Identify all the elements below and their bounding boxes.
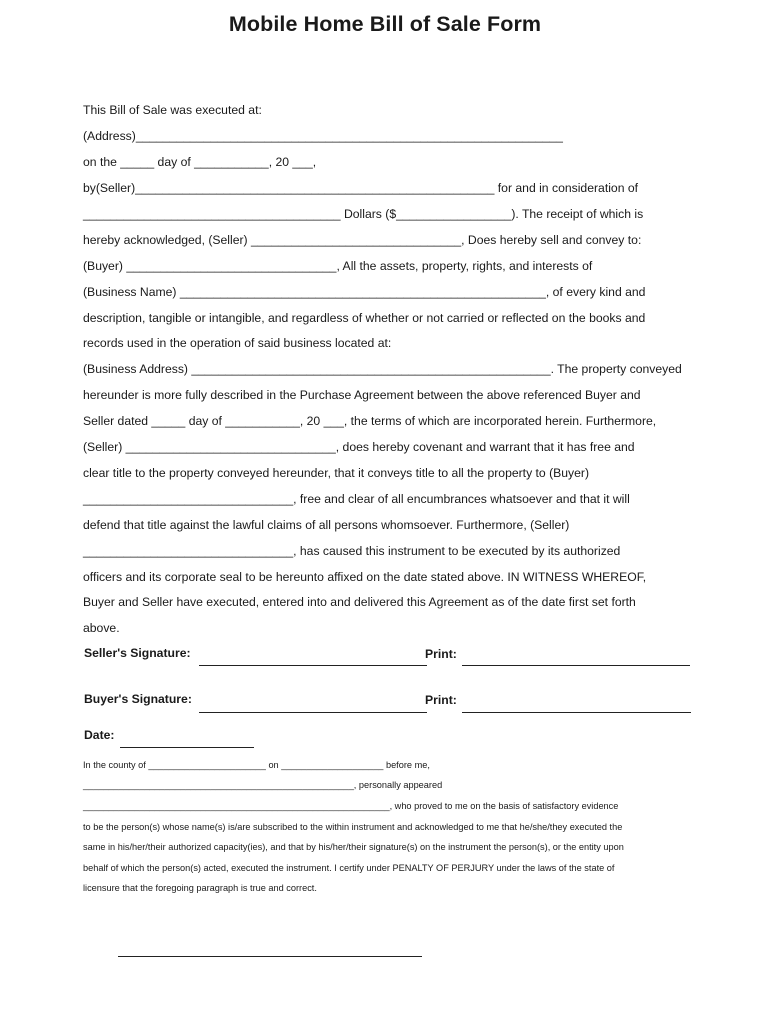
seller-print-line[interactable] (462, 665, 690, 666)
notary-appeared-line[interactable]: _____________________________________________________, personally appeared (83, 780, 443, 790)
seller-signature-line[interactable] (199, 665, 427, 666)
seller-executed-field-line[interactable]: _______________________________, has caused this instrument to be executed by its authorized (83, 544, 621, 558)
body-line: officers and its corporate seal to be hereunto affixed on the date stated above. IN WITNESS WHEREOF, (83, 570, 647, 584)
body-line: records used in the operation of said business located at: (83, 336, 392, 350)
buyer-print-line[interactable] (462, 712, 691, 713)
notary-proved-line[interactable]: ____________________________________________________________, who proved to me on the basis of satisfactory evidence (83, 801, 619, 811)
seller-name-field-line[interactable]: hereby acknowledged, (Seller) _______________________________, Does hereby sell and convey to: (83, 233, 642, 247)
body-line: defend that title against the lawful claims of all persons whomsoever. Furthermore, (Seller) (83, 518, 570, 532)
notary-text-line: same in his/her/their authorized capacity(ies), and that by his/her/their signature(s) on the instrument the person(s), or the entity upon (83, 842, 624, 852)
body-line: Buyer and Seller have executed, entered into and delivered this Agreement as of the date first set forth (83, 595, 636, 609)
notary-county-line[interactable]: In the county of _______________________ on ____________________ before me, (83, 760, 430, 770)
address-field[interactable]: (Address)_______________________________________________________________ (83, 129, 563, 143)
buyer-name-field-line[interactable]: _______________________________, free and clear of all encumbrances whatsoever and that it will (83, 492, 630, 506)
date-label: Date: (84, 728, 115, 742)
notary-text-line: to be the person(s) whose name(s) is/are subscribed to the within instrument and acknowledged to me that he/she/they executed the (83, 822, 623, 832)
body-line: description, tangible or intangible, and regardless of whether or not carried or reflected on the books and (83, 311, 646, 325)
seller-warrant-field-line[interactable]: (Seller) _______________________________, does hereby covenant and warrant that it has free and (83, 440, 635, 454)
seller-field-line[interactable]: by(Seller)_____________________________________________________ for and in consideration of (83, 181, 639, 195)
amount-field-line[interactable]: ______________________________________ Dollars ($_________________). The receipt of which is (83, 207, 644, 221)
date-field-line[interactable]: on the _____ day of ___________, 20 ___, (83, 155, 317, 169)
notary-text-line: behalf of which the person(s) acted, executed the instrument. I certify under PENALTY OF PERJURY under the laws of the state of (83, 863, 615, 873)
buyer-signature-line[interactable] (199, 712, 427, 713)
notary-signature-line[interactable] (118, 956, 422, 957)
business-name-field-line[interactable]: (Business Name) ______________________________________________________, of every kind and (83, 285, 646, 299)
body-line: clear title to the property conveyed hereunder, that it conveys title to all the property to (Buyer) (83, 466, 590, 480)
seller-print-label: Print: (425, 647, 457, 661)
buyer-signature-label: Buyer's Signature: (84, 692, 192, 706)
body-line: above. (83, 621, 120, 635)
body-line: hereunder is more fully described in the Purchase Agreement between the above referenced Buyer and (83, 388, 641, 402)
buyer-field-line[interactable]: (Buyer) _______________________________, All the assets, property, rights, and interests of (83, 259, 593, 273)
notary-text-line: licensure that the foregoing paragraph is true and correct. (83, 883, 317, 893)
document-title: Mobile Home Bill of Sale Form (228, 12, 542, 36)
date-line[interactable] (120, 747, 254, 748)
business-address-field-line[interactable]: (Business Address) _____________________________________________________. The property conveyed (83, 362, 682, 376)
body-line: This Bill of Sale was executed at: (83, 103, 262, 117)
buyer-print-label: Print: (425, 693, 457, 707)
dated-field-line[interactable]: Seller dated _____ day of ___________, 20 ___, the terms of which are incorporated herein. Furthermore, (83, 414, 657, 428)
seller-signature-label: Seller's Signature: (84, 646, 191, 660)
